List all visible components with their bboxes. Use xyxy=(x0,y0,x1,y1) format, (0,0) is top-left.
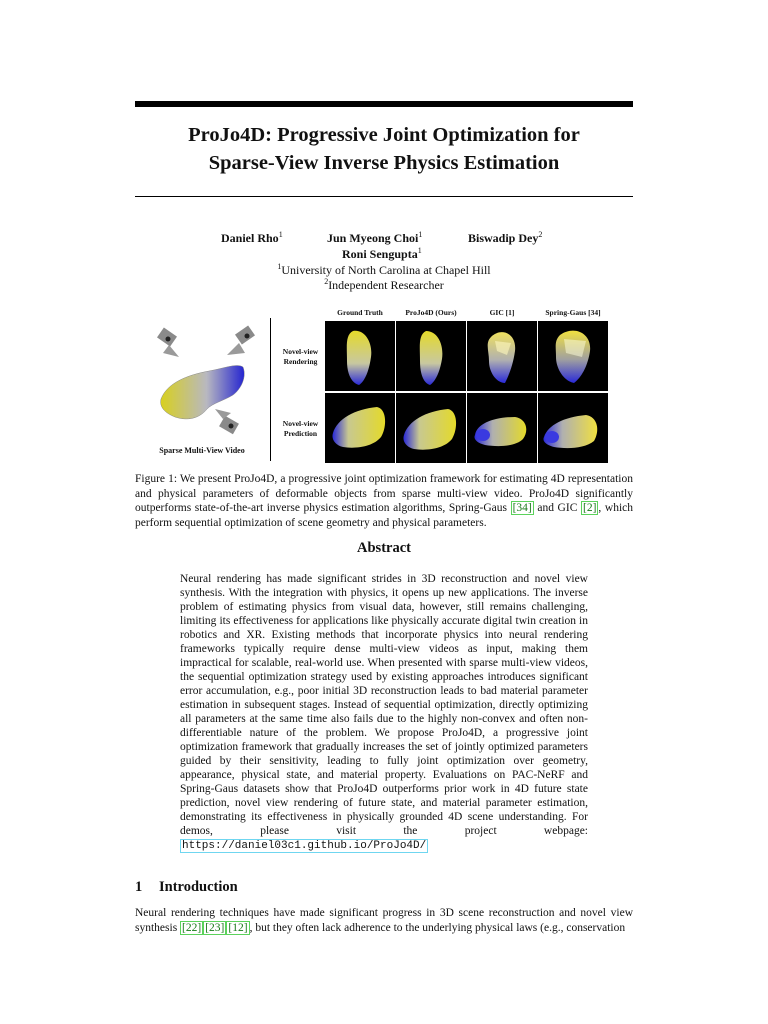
thumb-spring-gaus-rendering xyxy=(538,321,608,391)
row-label-prediction xyxy=(273,419,328,439)
author-sup: 1 xyxy=(417,246,422,255)
author-name: Biswadip Dey xyxy=(468,231,539,245)
affiliation-2 xyxy=(135,277,633,293)
paper-title xyxy=(135,121,633,177)
thumb-gic-prediction xyxy=(467,393,537,463)
row-label-rendering xyxy=(273,347,328,367)
column-header-ground-truth: Ground Truth xyxy=(337,308,383,317)
title-rule-top xyxy=(135,101,633,107)
author-4 xyxy=(342,246,422,262)
section-heading-introduction xyxy=(135,879,238,896)
paper-title-line1: ProJo4D: Progressive Joint Optimization for xyxy=(188,124,580,146)
author-2 xyxy=(327,230,422,246)
citation-link[interactable]: [12] xyxy=(228,921,248,934)
deformable-object xyxy=(161,366,245,419)
abstract-body xyxy=(180,572,588,853)
column-header-gic: GIC [1] xyxy=(489,308,515,317)
author-3 xyxy=(468,230,542,246)
caption-text: and GIC xyxy=(533,502,581,514)
thumb-ground-truth-rendering xyxy=(325,321,395,391)
caption-text: Figure 1: We present ProJo4D, a progressive joint optimization framework for estimating 4D representation and physical parameters of deformable objects from sparse multi-view video. ProJo4D significantly outperforms state-of-the-art inverse physics estimation algorithms, Spring-Gaus xyxy=(135,473,633,514)
affiliation-text: University of North Carolina at Chapel Hill xyxy=(281,263,491,277)
affiliation-sup: 2 xyxy=(324,277,329,286)
thumb-projo4d-rendering xyxy=(396,321,466,391)
camera-icon xyxy=(157,327,179,357)
column-header-projo4d: ProJo4D (Ours) xyxy=(405,308,457,317)
citation-link[interactable]: [23] xyxy=(205,921,225,934)
affiliation-text: Independent Researcher xyxy=(328,278,444,292)
row-label-line: Novel-view xyxy=(282,419,319,428)
caption-text: , which perform sequential optimization of scene geometry and physical parameters. xyxy=(135,502,633,529)
affiliation-sup: 1 xyxy=(277,262,282,271)
author-name: Roni Sengupta xyxy=(342,247,418,261)
introduction-body xyxy=(135,906,633,935)
author-sup: 1 xyxy=(278,230,283,239)
figure-1 xyxy=(135,305,633,460)
abstract-text: Neural rendering has made significant strides in 3D reconstruction and novel view synthesis. With the integration with physics, it opens up new applications. The inverse problem of estimating physics from visual data, however, still remains challenging, limiting its effectiveness for applications like physically accurate digital twin creation in robotics and XR. Existing methods that incorporate physics into neural rendering frameworks typically require dense multi-view videos as input, making them impractical for scalable, real-world use. When presented with sparse multi-view videos, the sequential optimization strategy used by existing approaches introduces significant error accumulation, e.g., poor initial 3D reconstruction leads to bad material parameter estimation in subsequent stages. Instead of sequential optimization, directly optimizing all parameters at the same time also fails due to the highly non-convex and often non-differentiable nature of the problem. We propose ProJo4D, a progressive joint optimization framework that gradually increases the set of jointly optimized parameters guided by their sensitivity, leading to fully joint optimization over geometry, appearance, physical state, and material property. Evaluations on PAC-NeRF and Spring-Gaus datasets show that ProJo4D outperforms prior work in 4D future state prediction, novel view rendering of future state, and material parameter estimation, demonstrating its effectiveness in physically grounded 4D scene understanding. For demos, please visit the project webpage: xyxy=(180,573,588,837)
citation-link[interactable]: [2] xyxy=(582,502,597,514)
row-label-line: Novel-view xyxy=(282,347,319,356)
intro-text: Neural rendering techniques have made significant progress in 3D scene reconstruction and novel view synthesis xyxy=(135,907,633,934)
camera-icon xyxy=(215,409,239,434)
abstract-heading: Abstract xyxy=(357,540,411,556)
column-header-spring-gaus: Spring-Gaus [34] xyxy=(545,308,601,317)
camera-icon xyxy=(227,325,255,355)
row-label-line: Prediction xyxy=(283,429,318,438)
sparse-multiview-illustration xyxy=(153,323,263,448)
thumb-gic-rendering xyxy=(467,321,537,391)
paper-title-line2: Sparse-View Inverse Physics Estimation xyxy=(208,152,560,174)
section-number: 1 xyxy=(135,879,143,895)
citation-link[interactable]: [22] xyxy=(182,921,202,934)
sparse-multiview-label: Sparse Multi-View Video xyxy=(159,446,245,455)
intro-text: , but they often lack adherence to the underlying physical laws (e.g., conservation xyxy=(249,921,626,934)
thumb-spring-gaus-prediction xyxy=(538,393,608,463)
author-name: Jun Myeong Choi xyxy=(327,231,419,245)
author-name: Daniel Rho xyxy=(221,231,279,245)
section-title: Introduction xyxy=(159,879,238,895)
thumb-projo4d-prediction xyxy=(396,393,466,463)
citation-link[interactable]: [34] xyxy=(512,502,532,514)
author-1 xyxy=(221,230,283,246)
affiliation-1 xyxy=(135,262,633,278)
row-label-line: Rendering xyxy=(283,357,318,366)
title-rule-bottom xyxy=(135,196,633,197)
figure-caption xyxy=(135,472,633,530)
author-sup: 2 xyxy=(538,230,543,239)
author-sup: 1 xyxy=(418,230,423,239)
thumb-ground-truth-prediction xyxy=(325,393,395,463)
figure-divider xyxy=(270,318,271,461)
project-webpage-link[interactable]: https://daniel03c1.github.io/ProJo4D/ xyxy=(182,840,427,852)
